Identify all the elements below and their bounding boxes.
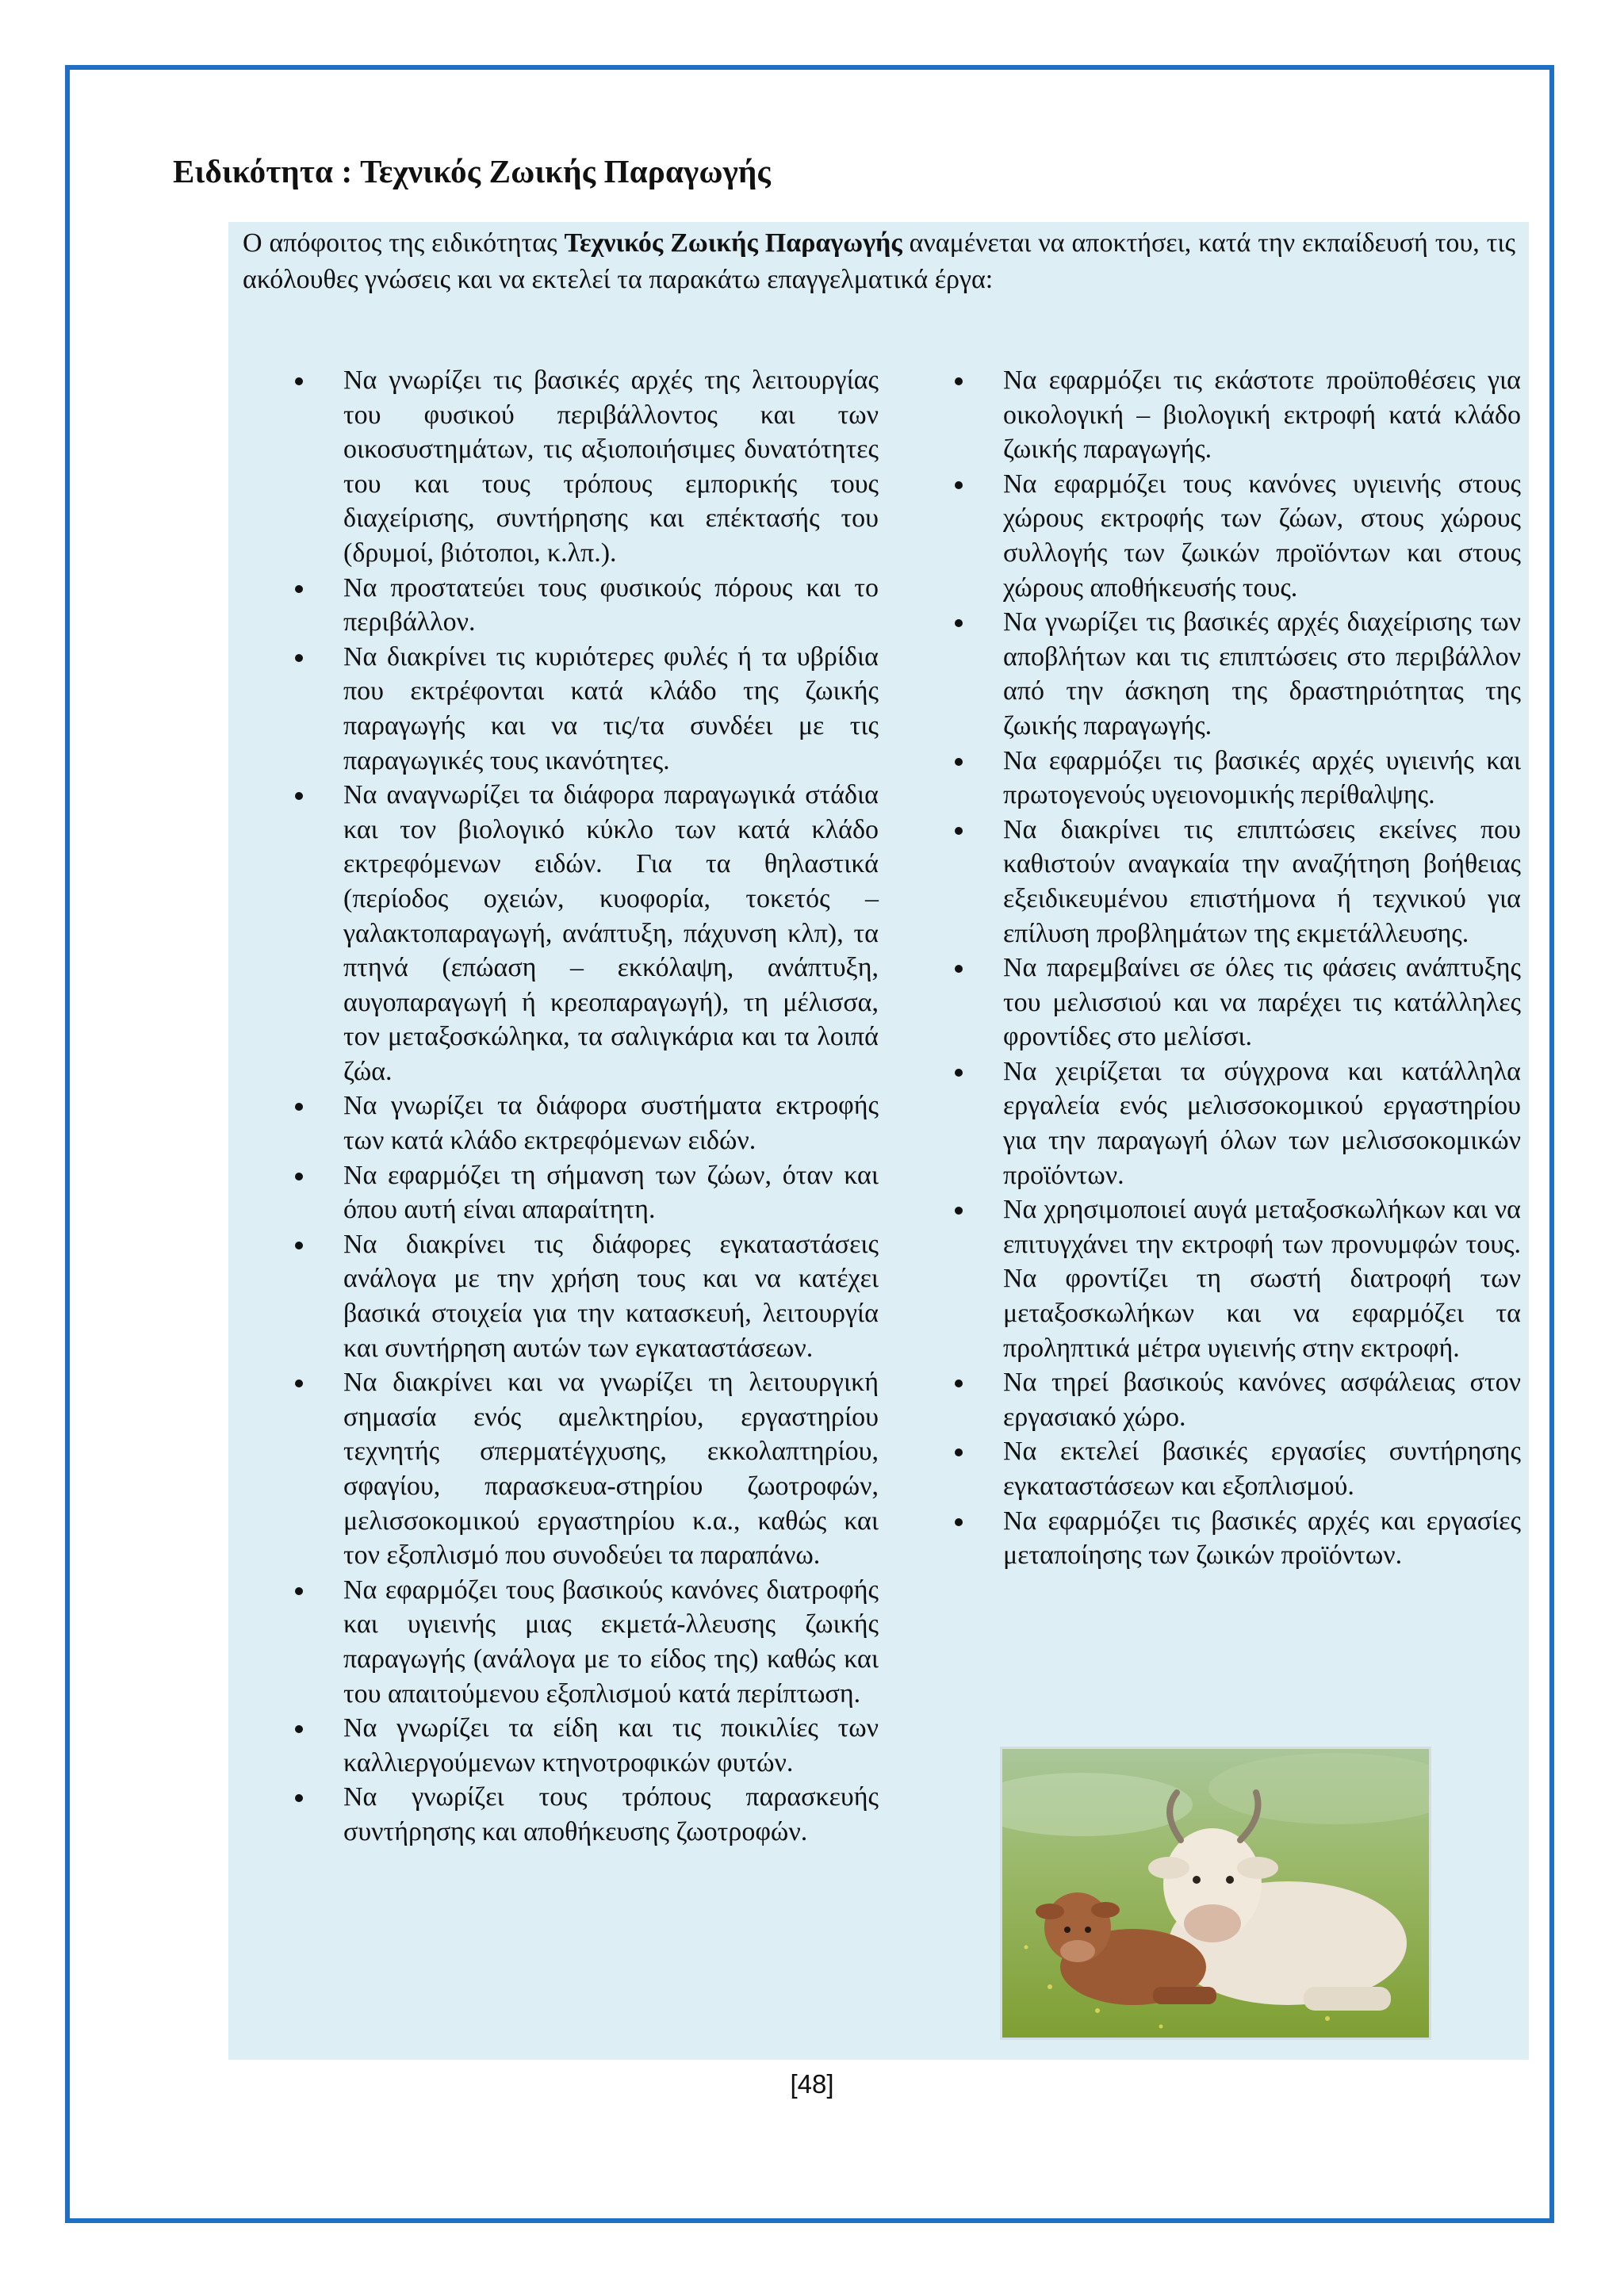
list-item: Να τηρεί βασικούς κανόνες ασφάλειας στον εργασιακό χώρο. bbox=[955, 1365, 1521, 1434]
intro-paragraph bbox=[243, 225, 1515, 298]
list-item: Να προστατεύει τους φυσικούς πόρους και το περιβάλλον. bbox=[295, 571, 879, 640]
list-item: Να γνωρίζει τις βασικές αρχές της λειτουργίας του φυσικού περιβάλλοντος και των οικοσυστημάτων, τις αξιοποιήσιμες δυνατότητες του και τους τρόπους εμπορικής τους διαχείρισης, συντήρησης και επέκτασής του (δρυμοί, βιότοποι, κ.λπ.). bbox=[295, 363, 879, 571]
intro-specialty-name: Τεχνικός Ζωικής Παραγωγής bbox=[564, 228, 902, 258]
intro-text-after: αναμένεται να αποκτήσει, κατά την εκπαίδευσή του, τις ακόλουθες γνώσεις και να εκτελεί τα παρακάτω επαγγελματικά έργα: bbox=[243, 228, 1515, 294]
list-item: Να γνωρίζει τις βασικές αρχές διαχείρισης των αποβλήτων και τις επιπτώσεις στο περιβάλλον από την άσκηση της δραστηριότητας της ζωικής παραγωγής. bbox=[955, 605, 1521, 743]
left-skills-list bbox=[295, 363, 879, 1850]
list-item: Να χειρίζεται τα σύγχρονα και κατάλληλα εργαλεία ενός μελισσοκομικού εργαστηρίου για την παραγωγή όλων των μελισσοκομικών προϊόντων. bbox=[955, 1054, 1521, 1192]
cow-and-calf-photo bbox=[1002, 1749, 1429, 2038]
list-item: Να εφαρμόζει τους κανόνες υγιεινής στους χώρους εκτροφής των ζώων, στους χώρους συλλογής των ζωικών προϊόντων και στους χώρους αποθήκευσής τους. bbox=[955, 467, 1521, 605]
list-item: Να εφαρμόζει τις βασικές αρχές υγιεινής και πρωτογενούς υγειονομικής περίθαλψης. bbox=[955, 744, 1521, 813]
intro-text-before: Ο απόφοιτος της ειδικότητας bbox=[243, 228, 565, 258]
page-title: Ειδικότητα : Τεχνικός Ζωικής Παραγωγής bbox=[173, 153, 771, 189]
list-item: Να εκτελεί βασικές εργασίες συντήρησης εγκαταστάσεων και εξοπλισμού. bbox=[955, 1434, 1521, 1503]
list-item: Να παρεμβαίνει σε όλες τις φάσεις ανάπτυξης του μελισσιού και να παρέχει τις κατάλληλες φροντίδες στο μελίσσι. bbox=[955, 951, 1521, 1054]
list-item: Να γνωρίζει τους τρόπους παρασκευής συντήρησης και αποθήκευσης ζωοτροφών. bbox=[295, 1780, 879, 1849]
list-item: Να αναγνωρίζει τα διάφορα παραγωγικά στάδια και τον βιολογικό κύκλο των κατά κλάδο εκτρεφόμενων ειδών. Για τα θηλαστικά (περίοδος οχειών, κυοφορία, τοκετός – γαλακτοπαραγωγή, ανάπτυξη, πάχυνση κλπ), τα πτηνά (επώαση – εκκόλαψη, ανάπτυξη, αυγοπαραγωγή ή κρεοπαραγωγή), τη μέλισσα, τον μεταξοσκώληκα, τα σαλιγκάρια και τα λοιπά ζώα. bbox=[295, 778, 879, 1089]
list-item: Να διακρίνει τις διάφορες εγκαταστάσεις ανάλογα με την χρήση τους και να κατέχει βασικά στοιχεία για την κατασκευή, λειτουργία και συντήρηση αυτών των εγκαταστάσεων. bbox=[295, 1227, 879, 1365]
list-item: Να εφαρμόζει τους βασικούς κανόνες διατροφής και υγιεινής μιας εκμετά-λλευσης ζωικής παραγωγής (ανάλογα με το είδος της) καθώς και του απαιτούμενου εξοπλισμού κατά περίπτωση. bbox=[295, 1573, 879, 1711]
list-item: Να διακρίνει τις κυριότερες φυλές ή τα υβρίδια που εκτρέφονται κατά κλάδο της ζωικής παραγωγής και να τις/τα συνδέει με τις παραγωγικές τους ικανότητες. bbox=[295, 640, 879, 778]
page-number: [48] bbox=[790, 2069, 834, 2099]
list-item: Να εφαρμόζει τις βασικές αρχές και εργασίες μεταποίησης των ζωικών προϊόντων. bbox=[955, 1504, 1521, 1573]
list-item: Να εφαρμόζει τις εκάστοτε προϋποθέσεις για οικολογική – βιολογική εκτροφή κατά κλάδο ζωικής παραγωγής. bbox=[955, 363, 1521, 467]
list-item: Να γνωρίζει τα διάφορα συστήματα εκτροφής των κατά κλάδο εκτρεφόμενων ειδών. bbox=[295, 1089, 879, 1158]
list-item: Να διακρίνει τις επιπτώσεις εκείνες που καθιστούν αναγκαία την αναζήτηση βοήθειας εξειδικευμένου επιστήμονα ή τεχνικού για επίλυση προβλημάτων της εκμετάλλευσης. bbox=[955, 813, 1521, 951]
list-item: Να γνωρίζει τα είδη και τις ποικιλίες των καλλιεργούμενων κτηνοτροφικών φυτών. bbox=[295, 1711, 879, 1780]
right-skills-list bbox=[955, 363, 1521, 1573]
list-item: Να διακρίνει και να γνωρίζει τη λειτουργική σημασία ενός αμελκτηρίου, εργαστηρίου τεχνητής σπερματέγχυσης, εκκολαπτηρίου, σφαγίου, παρασκευα-στηρίου ζωοτροφών, μελισσοκομικού εργαστηρίου κ.α., καθώς και τον εξοπλισμό που συνοδεύει τα παραπάνω. bbox=[295, 1365, 879, 1573]
list-item: Να εφαρμόζει τη σήμανση των ζώων, όταν και όπου αυτή είναι απαραίτητη. bbox=[295, 1158, 879, 1227]
list-item: Να χρησιμοποιεί αυγά μεταξοσκωλήκων και να επιτυγχάνει την εκτροφή των προνυμφών τους. Να φροντίζει τη σωστή διατροφή των μεταξοσκωλήκων και να εφαρμόζει τα προληπτικά μέτρα υγιεινής στην εκτροφή. bbox=[955, 1192, 1521, 1365]
